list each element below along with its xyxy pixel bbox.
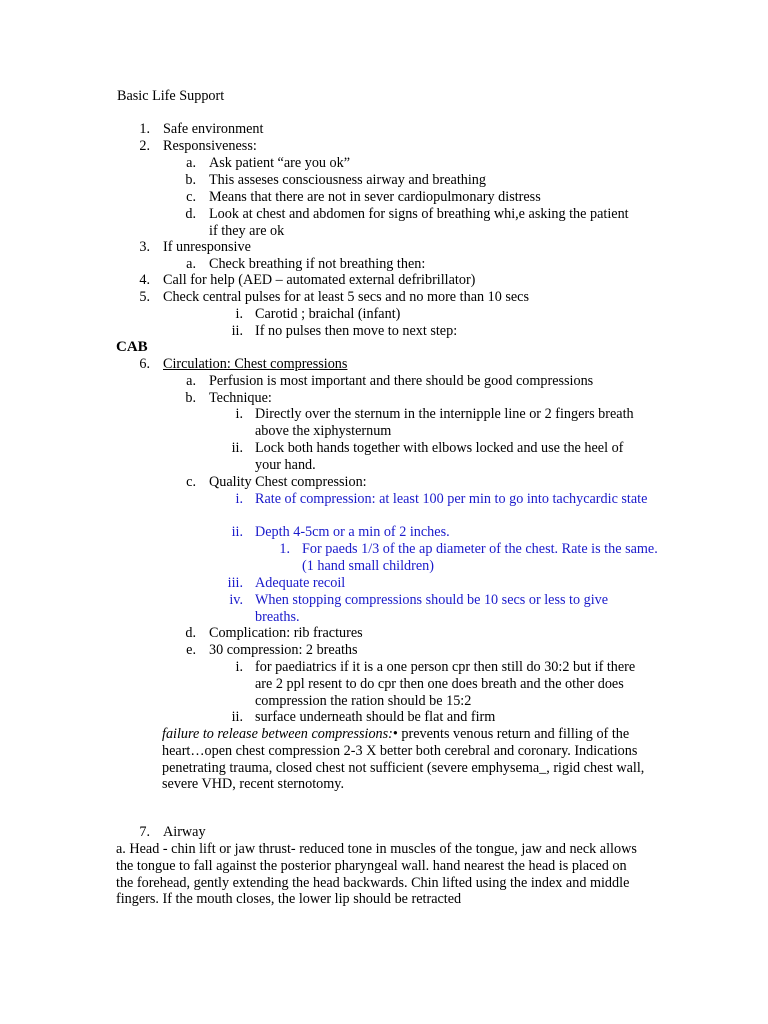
list-number: 1. xyxy=(279,541,290,557)
list-item: Call for help (AED – automated external defribrillator) xyxy=(163,272,476,288)
section-heading: CAB xyxy=(116,339,148,355)
failure-paragraph xyxy=(162,726,660,793)
list-number: c. xyxy=(186,474,196,490)
list-item: Quality Chest compression: xyxy=(209,474,367,490)
airway-paragraph: a. Head - chin lift or jaw thrust- reduced tone in muscles of the tongue, jaw and neck allows the tongue to fall against the posterior pharyngeal wall. hand nearest the head is placed on the forehead, gently extending the head backwards. Chin lifted using the index and middle fingers. If the mouth closes, the lower lip should be retracted xyxy=(116,841,637,908)
list-number: 1. xyxy=(139,121,150,137)
list-item: If unresponsive xyxy=(163,239,251,255)
list-number: ii. xyxy=(231,709,243,725)
list-number: ii. xyxy=(231,524,243,540)
list-number: b. xyxy=(185,172,196,188)
list-item: 30 compression: 2 breaths xyxy=(209,642,358,658)
list-item: This asseses consciousness airway and breathing xyxy=(209,172,486,188)
list-item: Rate of compression: at least 100 per min to go into tachycardic state xyxy=(255,491,648,507)
list-number: 2. xyxy=(139,138,150,154)
list-number: ii. xyxy=(231,440,243,456)
list-item: Directly over the sternum in the internipple line or 2 fingers breath above the xiphysternum xyxy=(255,406,634,439)
list-item: Lock both hands together with elbows locked and use the heel of your hand. xyxy=(255,440,624,473)
list-item: Circulation: Chest compressions xyxy=(163,356,348,372)
list-item: Depth 4-5cm or a min of 2 inches. xyxy=(255,524,450,540)
list-item: surface underneath should be flat and firm xyxy=(255,709,496,725)
failure-text: • prevents venous return and filling of the heart…open chest compression 2-3 X better both cerebral and coronary. Indications penetrating trauma, closed chest not sufficient (severe emphysema_, rigid chest wall, severe VHD, recent sternotomy. xyxy=(162,726,645,793)
list-number: a. xyxy=(186,256,196,272)
list-number: i. xyxy=(235,491,243,507)
list-number: a. xyxy=(186,373,196,389)
list-number: i. xyxy=(235,659,243,675)
list-item: Perfusion is most important and there should be good compressions xyxy=(209,373,594,389)
list-number: e. xyxy=(186,642,196,658)
list-item: Check breathing if not breathing then: xyxy=(209,256,426,272)
failure-heading: failure to release between compressions: xyxy=(162,726,393,742)
list-item: Technique: xyxy=(209,390,272,406)
list-number: iii. xyxy=(227,575,243,591)
list-item: Complication: rib fractures xyxy=(209,625,363,641)
list-number: 6. xyxy=(139,356,150,372)
list-number: i. xyxy=(235,406,243,422)
list-number: 7. xyxy=(139,824,150,840)
list-item: Check central pulses for at least 5 secs and no more than 10 secs xyxy=(163,289,530,305)
list-item: For paeds 1/3 of the ap diameter of the chest. Rate is the same. (1 hand small children) xyxy=(302,541,658,574)
list-item: Adequate recoil xyxy=(255,575,346,591)
list-number: b. xyxy=(185,390,196,406)
list-number: 5. xyxy=(139,289,150,305)
list-item: Responsiveness: xyxy=(163,138,257,154)
list-item: If no pulses then move to next step: xyxy=(255,323,458,339)
list-item: Airway xyxy=(163,824,206,840)
list-number: a. xyxy=(186,155,196,171)
list-item: When stopping compressions should be 10 secs or less to give breaths. xyxy=(255,592,609,625)
list-item: Means that there are not in sever cardiopulmonary distress xyxy=(209,189,541,205)
list-number: c. xyxy=(186,189,196,205)
list-item: Safe environment xyxy=(163,121,264,137)
list-number: iv. xyxy=(229,592,243,608)
list-item: Carotid ; braichal (infant) xyxy=(255,306,401,322)
list-number: d. xyxy=(185,625,196,641)
list-item: Ask patient “are you ok” xyxy=(209,155,351,171)
list-item: for paediatrics if it is a one person cpr then still do 30:2 but if there are 2 ppl resent to do cpr then one does breath and the other does compression the ration should be 15:2 xyxy=(255,659,636,709)
list-item: Look at chest and abdomen for signs of breathing whi,e asking the patient if they are ok xyxy=(209,206,629,239)
list-number: ii. xyxy=(231,323,243,339)
list-number: 3. xyxy=(139,239,150,255)
document-title: Basic Life Support xyxy=(117,88,225,104)
list-number: 4. xyxy=(139,272,150,288)
list-number: d. xyxy=(185,206,196,222)
list-number: i. xyxy=(235,306,243,322)
